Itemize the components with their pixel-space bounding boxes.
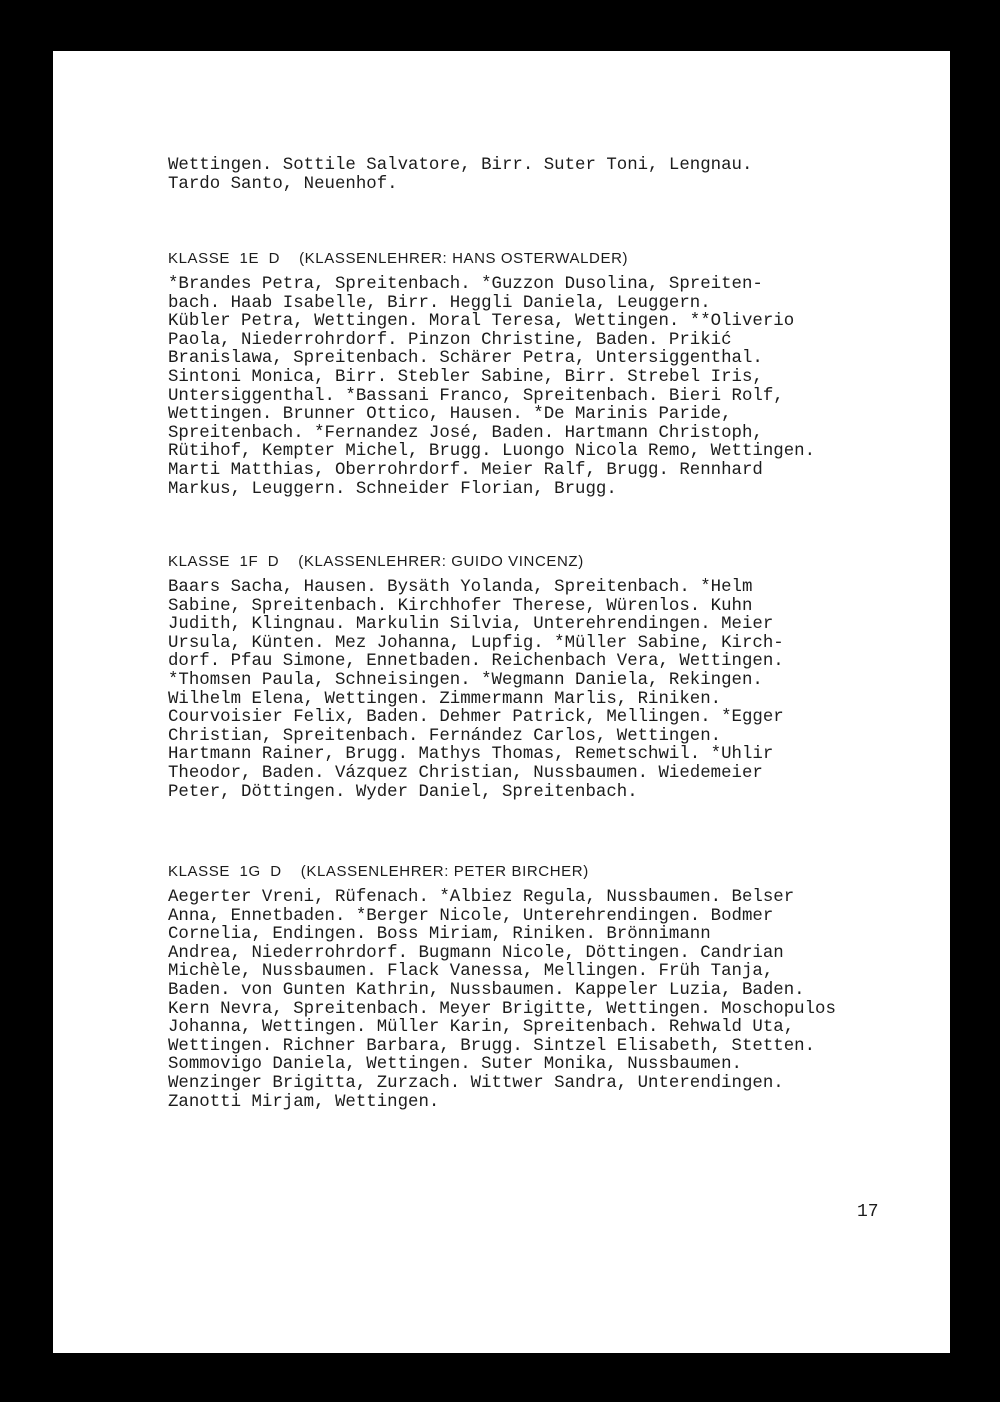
section-body-1e: *Brandes Petra, Spreitenbach. *Guzzon Dusolina, Spreiten- bach. Haab Isabelle, Birr. Heggli Daniela, Leuggern. Kübler Petra, Wettingen. Moral Teresa, Wettingen. **Oliverio Paola, Niederrohrdorf. Pinzon Christine, Baden. Prikić Branislawa, Spreitenbach. Schärer Petra, Untersiggenthal. Sintoni Monica, Birr. Stebler Sabine, Birr. Strebel Iris, Untersiggenthal. *Bassani Franco, Spreitenbach. Bieri Rolf, Wettingen. Brunner Ottico, Hausen. *De Marinis Paride, Spreitenbach. *Fernandez José, Baden. Hartmann Christoph, Rütihof, Kempter Michel, Brugg. Luongo Nicola Remo, Wettingen. Marti Matthias, Oberrohrdorf. Meier Ralf, Brugg. Rennhard Markus, Leuggern. Schneider Florian, Brugg. (168, 275, 816, 499)
section-heading-1e: KLASSE 1E D (KLASSENLEHRER: HANS OSTERWALDER) (168, 250, 629, 267)
document-page (53, 51, 950, 1353)
section-body-1f: Baars Sacha, Hausen. Bysäth Yolanda, Spreitenbach. *Helm Sabine, Spreitenbach. Kirchhofer Therese, Würenlos. Kuhn Judith, Klingnau. Markulin Silvia, Unterehrendingen. Meier Ursula, Künten. Mez Johanna, Lupfig. *Müller Sabine, Kirch- dorf. Pfau Simone, Ennetbaden. Reichenbach Vera, Wettingen. *Thomsen Paula, Schneisingen. *Wegmann Daniela, Rekingen. Wilhelm Elena, Wettingen. Zimmermann Marlis, Riniken. Courvoisier Felix, Baden. Dehmer Patrick, Mellingen. *Egger Christian, Spreitenbach. Fernández Carlos, Wettingen. Hartmann Rainer, Brugg. Mathys Thomas, Remetschwil. *Uhlir Theodor, Baden. Vázquez Christian, Nussbaumen. Wiedemeier Peter, Döttingen. Wyder Daniel, Spreitenbach. (168, 578, 784, 802)
section-heading-1g: KLASSE 1G D (KLASSENLEHRER: PETER BIRCHER) (168, 863, 589, 880)
section-body-1g: Aegerter Vreni, Rüfenach. *Albiez Regula, Nussbaumen. Belser Anna, Ennetbaden. *Berger Nicole, Unterehrendingen. Bodmer Cornelia, Endingen. Boss Miriam, Riniken. Brönnimann Andrea, Niederrohrdorf. Bugmann Nicole, Döttingen. Candrian Michèle, Nussbaumen. Flack Vanessa, Mellingen. Früh Tanja, Baden. von Gunten Kathrin, Nussbaumen. Kappeler Luzia, Baden. Kern Nevra, Spreitenbach. Meyer Brigitte, Wettingen. Moschopulos Johanna, Wettingen. Müller Karin, Spreitenbach. Rehwald Uta, Wettingen. Richner Barbara, Brugg. Sintzel Elisabeth, Stetten. Sommovigo Daniela, Wettingen. Suter Monika, Nussbaumen. Wenzinger Brigitta, Zurzach. Wittwer Sandra, Unterendingen. Zanotti Mirjam, Wettingen. (168, 888, 836, 1112)
intro-paragraph: Wettingen. Sottile Salvatore, Birr. Suter Toni, Lengnau. Tardo Santo, Neuenhof. (168, 156, 753, 194)
page-number: 17 (857, 1202, 879, 1222)
section-heading-1f: KLASSE 1F D (KLASSENLEHRER: GUIDO VINCENZ) (168, 553, 584, 570)
